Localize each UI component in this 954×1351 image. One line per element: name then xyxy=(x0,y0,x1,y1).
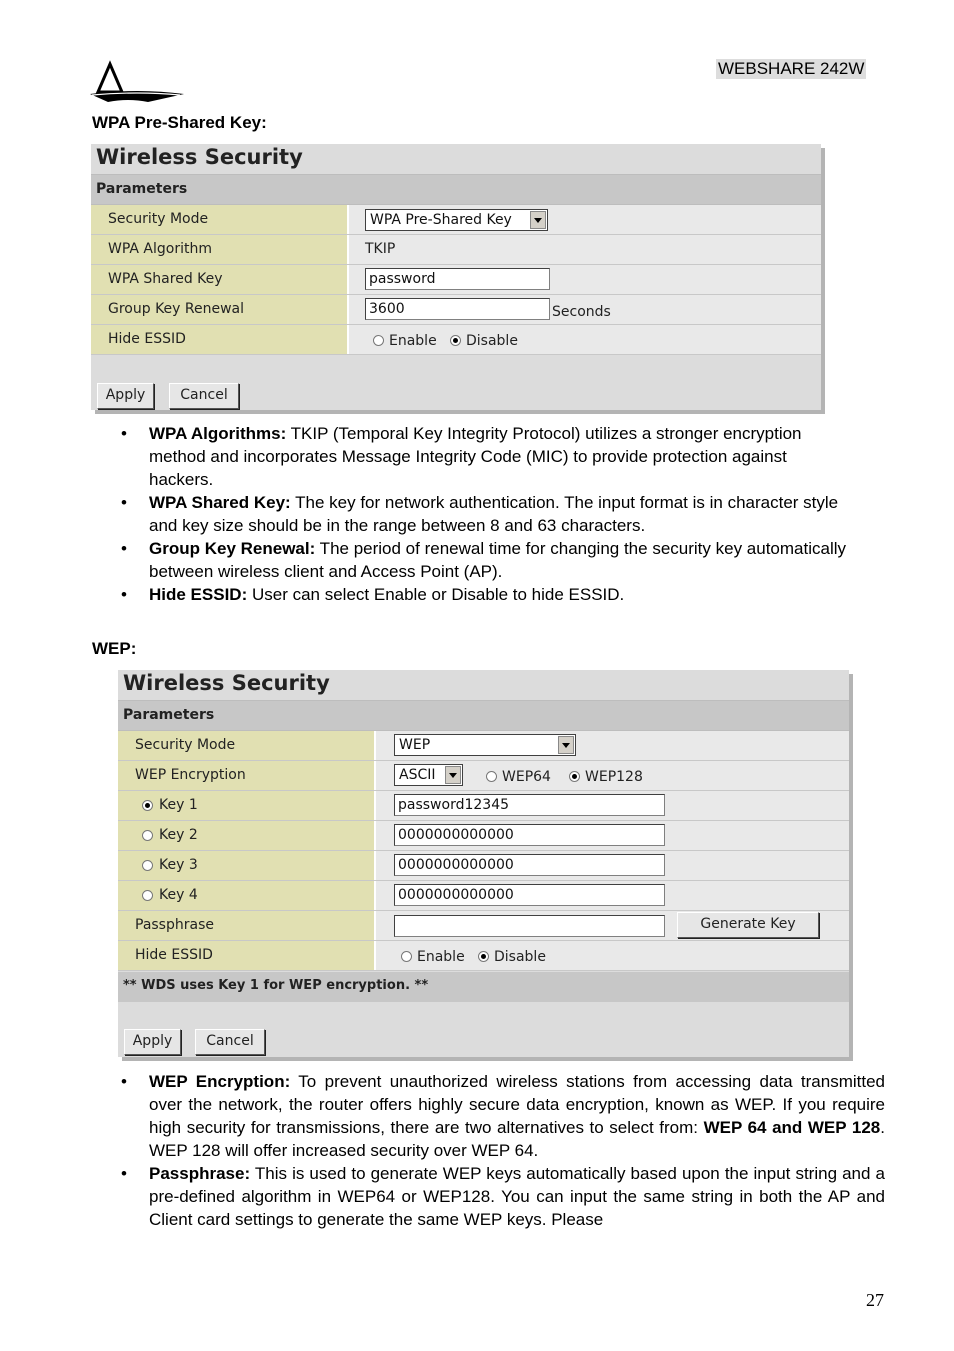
list-item: • WPA Shared Key: The key for network authentication. The input format is in character style and key size should be in the range between 8 and 63 characters. xyxy=(121,493,839,535)
security-mode-label: Security Mode xyxy=(108,211,209,227)
key-1-label: Key 1 xyxy=(159,797,198,813)
chevron-down-icon xyxy=(445,766,461,784)
generate-key-button[interactable]: Generate Key xyxy=(677,912,819,938)
section-heading-wep: WEP: xyxy=(92,639,137,658)
seconds-unit: Seconds xyxy=(552,304,611,320)
wep-bullet-list xyxy=(121,1070,885,1231)
list-item: • Group Key Renewal: The period of renewal time for changing the security key automatically between wireless client and Access Point (AP). xyxy=(121,539,847,581)
product-name: WEBSHARE 242W xyxy=(718,59,865,78)
atlantis-logo-icon xyxy=(88,58,186,106)
group-key-renewal-label: Group Key Renewal xyxy=(108,301,245,317)
wpa-bullet-list xyxy=(121,422,849,606)
enable-label: Enable xyxy=(417,949,465,965)
key-3-input[interactable]: 0000000000000 xyxy=(394,854,665,876)
cancel-button[interactable]: Cancel xyxy=(169,383,239,409)
list-item: • WPA Algorithms: TKIP (Temporal Key Integrity Protocol) utilizes a stronger encryption method and incorporates Message Integrity Code (MIC) to provide protection against hackers. xyxy=(121,424,802,489)
key-3-label: Key 3 xyxy=(159,857,198,873)
key-2-input[interactable]: 0000000000000 xyxy=(394,824,665,846)
row-security-mode xyxy=(91,205,821,235)
list-item: • Hide ESSID: User can select Enable or Disable to hide ESSID. xyxy=(121,585,625,604)
passphrase-label: Passphrase xyxy=(135,917,214,933)
security-mode-label: Security Mode xyxy=(135,737,236,753)
wpa-algorithm-value: TKIP xyxy=(365,241,396,257)
disable-label: Disable xyxy=(494,949,546,965)
row-wpa-shared-key xyxy=(91,265,821,295)
key-1-input[interactable]: password12345 xyxy=(394,794,665,816)
row-passphrase xyxy=(118,911,849,941)
disable-label: Disable xyxy=(466,333,518,349)
wep128-label: WEP128 xyxy=(585,769,643,785)
row-key-2 xyxy=(118,821,849,851)
wep64-label: WEP64 xyxy=(502,769,551,785)
cancel-button[interactable]: Cancel xyxy=(195,1029,265,1055)
group-key-renewal-input[interactable]: 3600 xyxy=(365,298,550,320)
wep64-radio[interactable] xyxy=(486,771,497,782)
security-mode-select[interactable]: WPA Pre-Shared Key xyxy=(365,209,548,231)
parameters-header: Parameters xyxy=(118,700,849,731)
panel-title: Wireless Security xyxy=(123,671,330,695)
key-3-radio[interactable] xyxy=(142,860,153,871)
passphrase-input[interactable] xyxy=(394,915,665,937)
key-2-radio[interactable] xyxy=(142,830,153,841)
chevron-down-icon xyxy=(558,736,574,754)
row-wpa-algorithm xyxy=(91,235,821,265)
key-4-radio[interactable] xyxy=(142,890,153,901)
enable-label: Enable xyxy=(389,333,437,349)
row-key-4 xyxy=(118,881,849,911)
hide-essid-label: Hide ESSID xyxy=(108,331,186,347)
list-item: • Passphrase: This is used to generate WEP keys automatically based upon the input string and a pre-defined algorithm in WEP64 or WEP128. You can input the same string in both the AP and Client card settings to generate the same WEP keys. Please xyxy=(121,1164,885,1229)
section-heading-wpa: WPA Pre-Shared Key: xyxy=(92,113,267,132)
hide-essid-disable-radio[interactable] xyxy=(450,335,461,346)
key-2-label: Key 2 xyxy=(159,827,198,843)
hide-essid-enable-radio[interactable] xyxy=(373,335,384,346)
row-wep-encryption xyxy=(118,761,849,791)
key-4-input[interactable]: 0000000000000 xyxy=(394,884,665,906)
security-mode-select[interactable]: WEP xyxy=(394,734,576,756)
parameters-header: Parameters xyxy=(91,174,821,205)
key-1-radio[interactable] xyxy=(142,800,153,811)
row-hide-essid xyxy=(91,325,821,355)
hide-essid-enable-radio[interactable] xyxy=(401,951,412,962)
panel-title: Wireless Security xyxy=(96,145,303,169)
hide-essid-label: Hide ESSID xyxy=(135,947,213,963)
row-security-mode xyxy=(118,731,849,761)
apply-button[interactable]: Apply xyxy=(124,1029,181,1055)
hide-essid-disable-radio[interactable] xyxy=(478,951,489,962)
wds-note: ** WDS uses Key 1 for WEP encryption. ** xyxy=(118,972,849,1002)
row-group-key-renewal xyxy=(91,295,821,325)
page-number: 27 xyxy=(866,1290,884,1310)
wpa-shared-key-input[interactable]: password xyxy=(365,268,550,290)
apply-button[interactable]: Apply xyxy=(97,383,154,409)
chevron-down-icon xyxy=(530,211,546,229)
row-hide-essid xyxy=(118,941,849,971)
wpa-shared-key-label: WPA Shared Key xyxy=(108,271,223,287)
key-4-label: Key 4 xyxy=(159,887,198,903)
wep-encryption-label: WEP Encryption xyxy=(135,767,246,783)
list-item: • WEP Encryption: To prevent unauthorized wireless stations from accessing data transmitted over the network, the router offers highly secure data encryption, known as WEP. If you require high security for transmissions, there are two alternatives to select from: WEP 64 and WEP 128. WEP 128 will offer increased security over WEP 64. xyxy=(121,1072,885,1160)
row-key-1 xyxy=(118,791,849,821)
wireless-security-panel-wpa xyxy=(91,144,821,410)
wpa-algorithm-label: WPA Algorithm xyxy=(108,241,212,257)
wep128-radio[interactable] xyxy=(569,771,580,782)
wireless-security-panel-wep xyxy=(118,670,849,1057)
row-key-3 xyxy=(118,851,849,881)
wep-format-select[interactable]: ASCII xyxy=(394,764,463,786)
